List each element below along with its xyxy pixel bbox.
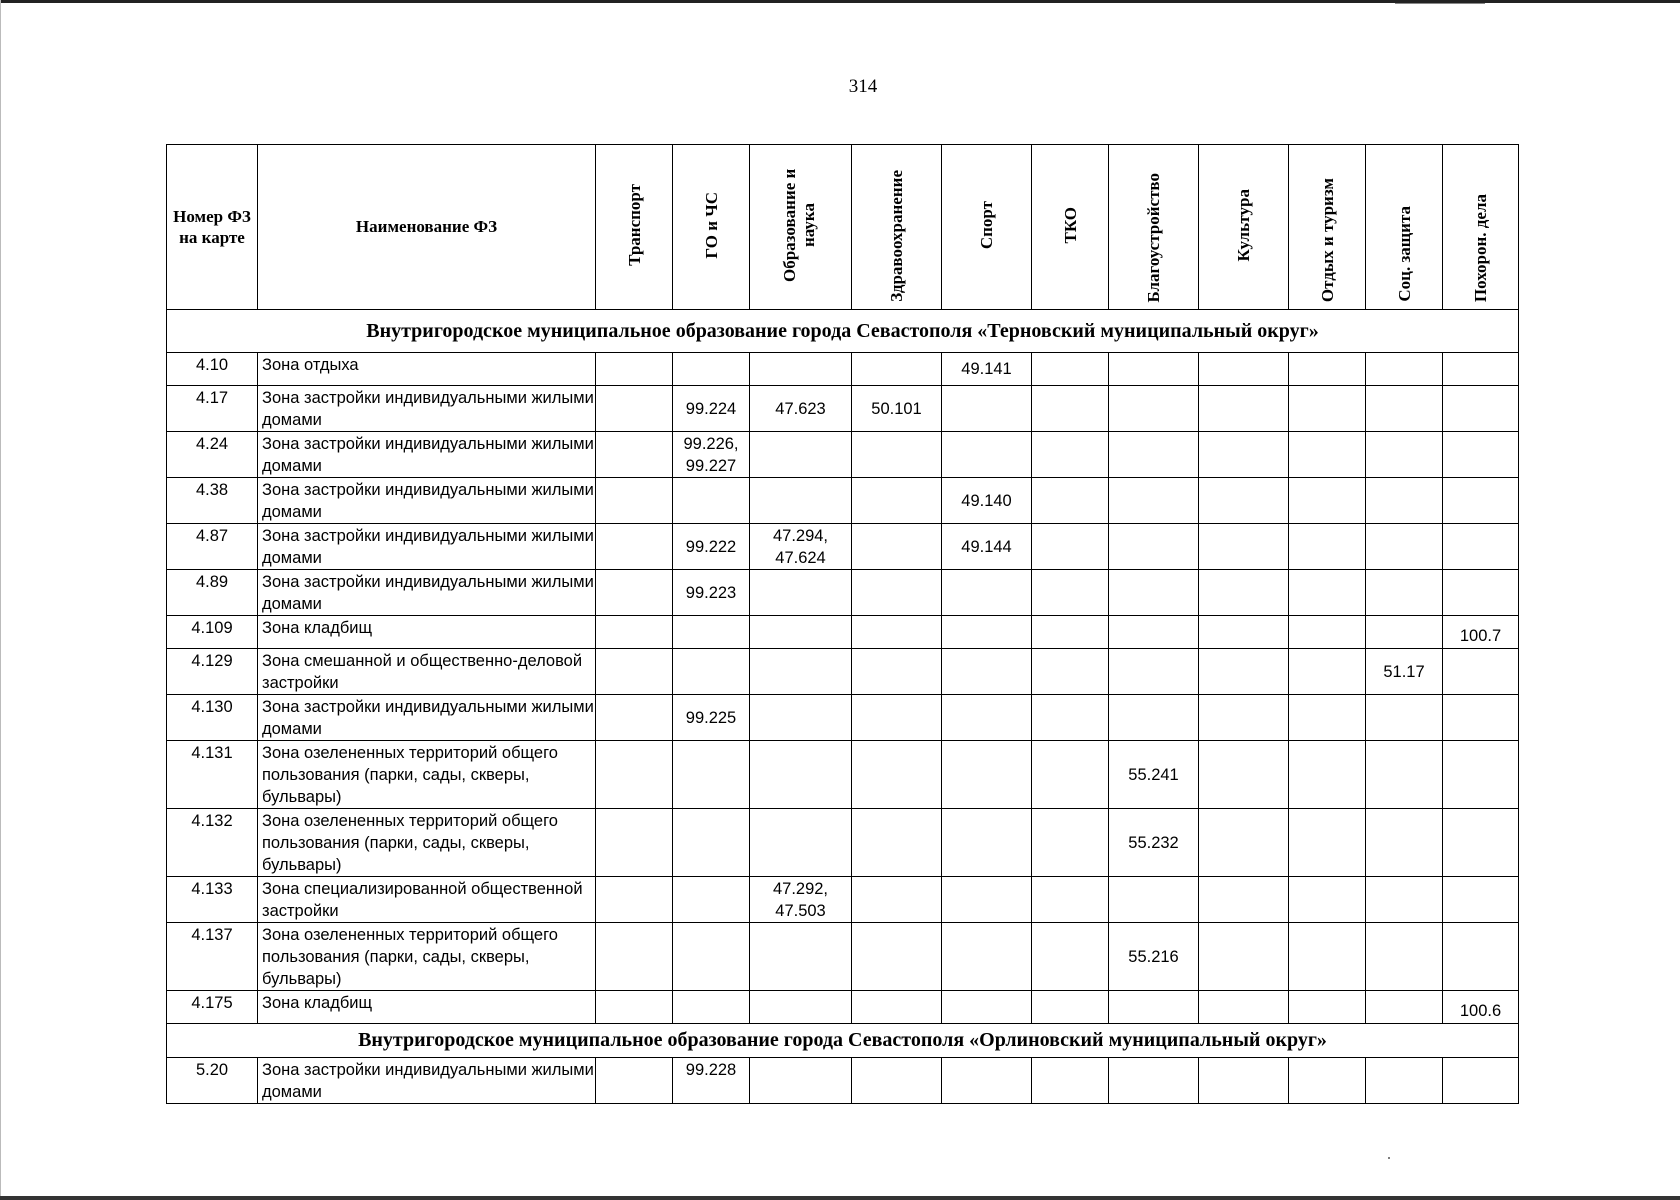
zone-value-cell xyxy=(1289,695,1366,741)
zone-value-cell xyxy=(1289,353,1366,386)
zone-value-cell xyxy=(596,695,673,741)
zone-number: 4.175 xyxy=(167,991,258,1024)
header-leisure-label: Отдых и туризм xyxy=(1317,177,1337,302)
zone-number: 4.109 xyxy=(167,616,258,649)
zone-value-cell xyxy=(596,923,673,991)
header-transport xyxy=(596,145,673,310)
table-row xyxy=(167,1058,1519,1104)
table-row xyxy=(167,695,1519,741)
zone-value-cell xyxy=(1366,432,1443,478)
zone-value-cell xyxy=(596,570,673,616)
zone-value-cell xyxy=(673,877,750,923)
zone-value-cell xyxy=(942,1058,1032,1104)
table-row xyxy=(167,478,1519,524)
table-row xyxy=(167,923,1519,991)
zone-value-cell xyxy=(1032,570,1109,616)
zone-value-cell xyxy=(673,809,750,877)
zone-value-cell xyxy=(1366,386,1443,432)
header-number: Номер ФЗ на карте xyxy=(167,145,258,310)
zone-value-cell xyxy=(852,809,942,877)
zones-table xyxy=(166,144,1519,1104)
zone-value-cell: 47.294, 47.624 xyxy=(750,524,852,570)
zone-value-cell xyxy=(750,991,852,1024)
table-row xyxy=(167,809,1519,877)
scan-speck xyxy=(1388,1157,1390,1159)
zone-value-cell xyxy=(1109,570,1199,616)
zone-name: Зона кладбищ xyxy=(258,616,596,649)
zone-value-cell xyxy=(750,478,852,524)
header-culture xyxy=(1199,145,1289,310)
zone-value-cell xyxy=(852,877,942,923)
zone-value-cell xyxy=(1289,478,1366,524)
zone-value-cell xyxy=(942,570,1032,616)
zone-value-cell xyxy=(1443,353,1519,386)
zone-value-cell xyxy=(1199,1058,1289,1104)
zone-value-cell xyxy=(673,616,750,649)
zone-value-cell: 49.140 xyxy=(942,478,1032,524)
zone-value-cell xyxy=(596,478,673,524)
zone-value-cell xyxy=(942,432,1032,478)
zone-value-cell xyxy=(1199,923,1289,991)
zone-value-cell xyxy=(942,741,1032,809)
zone-value-cell xyxy=(596,1058,673,1104)
table-row xyxy=(167,991,1519,1024)
zone-value-cell: 47.292, 47.503 xyxy=(750,877,852,923)
zone-value-cell: 100.6 xyxy=(1443,991,1519,1024)
zone-value-cell xyxy=(673,649,750,695)
zone-number: 4.24 xyxy=(167,432,258,478)
zone-value-cell xyxy=(1443,432,1519,478)
zone-value-cell xyxy=(852,991,942,1024)
zone-value-cell xyxy=(596,877,673,923)
zone-value-cell xyxy=(1443,695,1519,741)
zone-value-cell xyxy=(596,741,673,809)
zone-value-cell xyxy=(1109,353,1199,386)
zone-value-cell xyxy=(750,695,852,741)
zone-number: 4.87 xyxy=(167,524,258,570)
scan-edge-bottom xyxy=(0,1196,1680,1200)
header-funeral-label: Похорон. дела xyxy=(1471,193,1490,302)
zone-name: Зона застройки индивидуальными жилыми домами xyxy=(258,695,596,741)
zone-number: 4.129 xyxy=(167,649,258,695)
zone-value-cell xyxy=(1032,695,1109,741)
zone-number: 4.17 xyxy=(167,386,258,432)
zone-number: 4.89 xyxy=(167,570,258,616)
zone-value-cell xyxy=(1032,616,1109,649)
zone-value-cell xyxy=(852,923,942,991)
zone-value-cell xyxy=(1109,991,1199,1024)
zone-value-cell xyxy=(1109,616,1199,649)
zone-value-cell xyxy=(1032,478,1109,524)
zone-value-cell xyxy=(596,809,673,877)
zone-number: 4.131 xyxy=(167,741,258,809)
zone-value-cell xyxy=(1199,695,1289,741)
header-education xyxy=(750,145,852,310)
zone-value-cell xyxy=(1289,386,1366,432)
zone-value-cell xyxy=(1366,877,1443,923)
zone-name: Зона застройки индивидуальными жилыми домами xyxy=(258,570,596,616)
zone-value-cell xyxy=(852,353,942,386)
zone-value-cell xyxy=(673,353,750,386)
zone-value-cell xyxy=(1199,570,1289,616)
zone-value-cell xyxy=(852,570,942,616)
zone-number: 5.20 xyxy=(167,1058,258,1104)
scan-edge-left xyxy=(0,0,1,1200)
zone-name: Зона застройки индивидуальными жилыми домами xyxy=(258,478,596,524)
zone-value-cell xyxy=(1289,649,1366,695)
zone-value-cell xyxy=(1366,991,1443,1024)
zone-value-cell xyxy=(1289,809,1366,877)
zone-value-cell xyxy=(750,741,852,809)
zone-name: Зона отдыха xyxy=(258,353,596,386)
zone-value-cell: 99.224 xyxy=(673,386,750,432)
zone-value-cell xyxy=(942,616,1032,649)
zone-value-cell xyxy=(1443,649,1519,695)
zone-value-cell xyxy=(852,616,942,649)
zone-value-cell xyxy=(1109,524,1199,570)
zone-number: 4.38 xyxy=(167,478,258,524)
header-leisure xyxy=(1289,145,1366,310)
zone-value-cell xyxy=(1366,809,1443,877)
zone-value-cell xyxy=(942,991,1032,1024)
zone-value-cell xyxy=(596,616,673,649)
zone-value-cell xyxy=(1443,877,1519,923)
zone-value-cell xyxy=(1109,432,1199,478)
table-row xyxy=(167,524,1519,570)
zone-value-cell xyxy=(852,695,942,741)
header-education-label: Образование и наука xyxy=(779,168,818,282)
zone-value-cell: 99.223 xyxy=(673,570,750,616)
table-row xyxy=(167,877,1519,923)
zone-value-cell xyxy=(852,524,942,570)
zone-value-cell xyxy=(1032,524,1109,570)
zone-value-cell xyxy=(1289,741,1366,809)
zone-value-cell: 99.226, 99.227 xyxy=(673,432,750,478)
zone-value-cell xyxy=(1032,923,1109,991)
zone-value-cell xyxy=(1032,809,1109,877)
zone-name: Зона застройки индивидуальными жилыми домами xyxy=(258,432,596,478)
zone-value-cell: 51.17 xyxy=(1366,649,1443,695)
page-number: 314 xyxy=(848,76,878,97)
zone-name: Зона озелененных территорий общего пользования (парки, сады, скверы, бульвары) xyxy=(258,809,596,877)
zone-value-cell xyxy=(1289,923,1366,991)
zone-value-cell xyxy=(1366,353,1443,386)
zone-value-cell xyxy=(673,741,750,809)
header-health xyxy=(852,145,942,310)
header-tko-label: ТКО xyxy=(1060,206,1080,244)
zone-value-cell xyxy=(1366,1058,1443,1104)
zone-value-cell xyxy=(1289,616,1366,649)
zone-value-cell xyxy=(1366,616,1443,649)
zone-value-cell xyxy=(750,432,852,478)
zone-number: 4.137 xyxy=(167,923,258,991)
zone-value-cell: 55.232 xyxy=(1109,809,1199,877)
zone-value-cell xyxy=(852,478,942,524)
zone-value-cell xyxy=(1443,386,1519,432)
header-sport-label: Спорт xyxy=(977,200,996,250)
header-go-chs-label: ГО и ЧС xyxy=(701,191,721,259)
zone-value-cell xyxy=(1199,353,1289,386)
header-tko xyxy=(1032,145,1109,310)
zone-value-cell xyxy=(1109,877,1199,923)
table-row xyxy=(167,353,1519,386)
zone-name: Зона застройки индивидуальными жилыми домами xyxy=(258,386,596,432)
zone-name: Зона застройки индивидуальными жилыми домами xyxy=(258,524,596,570)
header-improvement xyxy=(1109,145,1199,310)
zone-value-cell: 100.7 xyxy=(1443,616,1519,649)
zone-value-cell: 49.144 xyxy=(942,524,1032,570)
zone-value-cell xyxy=(1032,353,1109,386)
zone-value-cell xyxy=(1366,923,1443,991)
zone-value-cell xyxy=(1289,1058,1366,1104)
zone-name: Зона специализированной общественной застройки xyxy=(258,877,596,923)
zone-value-cell xyxy=(1443,741,1519,809)
zone-value-cell: 99.225 xyxy=(673,695,750,741)
header-health-label: Здравоохранение xyxy=(887,170,906,302)
zone-value-cell xyxy=(1289,432,1366,478)
header-transport-label: Транспорт xyxy=(624,184,644,266)
zone-value-cell: 99.228 xyxy=(673,1058,750,1104)
zone-value-cell xyxy=(596,649,673,695)
zone-number: 4.130 xyxy=(167,695,258,741)
zone-value-cell xyxy=(1109,695,1199,741)
zone-value-cell xyxy=(942,695,1032,741)
zone-value-cell: 50.101 xyxy=(852,386,942,432)
zone-value-cell xyxy=(750,923,852,991)
zone-name: Зона смешанной и общественно-деловой застройки xyxy=(258,649,596,695)
zone-value-cell xyxy=(1199,432,1289,478)
zone-value-cell xyxy=(852,1058,942,1104)
header-funeral xyxy=(1443,145,1519,310)
zone-value-cell xyxy=(1032,649,1109,695)
zone-name: Зона кладбищ xyxy=(258,991,596,1024)
zone-value-cell xyxy=(596,991,673,1024)
zone-value-cell xyxy=(596,432,673,478)
header-go-chs xyxy=(673,145,750,310)
zone-name: Зона озелененных территорий общего пользования (парки, сады, скверы, бульвары) xyxy=(258,741,596,809)
zone-value-cell xyxy=(1289,877,1366,923)
table-row xyxy=(167,741,1519,809)
section-title: Внутригородское муниципальное образование города Севастополя «Орлиновский муниципальный округ» xyxy=(167,1024,1519,1058)
zone-value-cell xyxy=(1199,877,1289,923)
header-sport xyxy=(942,145,1032,310)
zone-value-cell xyxy=(673,478,750,524)
zone-value-cell xyxy=(1366,524,1443,570)
table-row xyxy=(167,386,1519,432)
zone-value-cell xyxy=(673,923,750,991)
header-social xyxy=(1366,145,1443,310)
zone-value-cell xyxy=(1443,809,1519,877)
zone-value-cell xyxy=(596,524,673,570)
zone-value-cell xyxy=(852,649,942,695)
zone-value-cell xyxy=(1199,478,1289,524)
zone-value-cell xyxy=(852,741,942,809)
zone-value-cell xyxy=(1199,649,1289,695)
zone-value-cell xyxy=(750,353,852,386)
zone-value-cell xyxy=(1032,1058,1109,1104)
zone-value-cell xyxy=(1289,570,1366,616)
zone-value-cell xyxy=(1032,386,1109,432)
zone-value-cell xyxy=(1289,991,1366,1024)
section-title: Внутригородское муниципальное образование города Севастополя «Терновский муниципальный округ» xyxy=(167,310,1519,353)
header-name: Наименование ФЗ xyxy=(258,145,596,310)
zone-value-cell: 49.141 xyxy=(942,353,1032,386)
table-body xyxy=(167,310,1519,1104)
zone-name: Зона озелененных территорий общего пользования (парки, сады, скверы, бульвары) xyxy=(258,923,596,991)
zone-value-cell xyxy=(750,570,852,616)
zone-value-cell xyxy=(942,809,1032,877)
zone-value-cell xyxy=(1199,524,1289,570)
zone-value-cell xyxy=(942,923,1032,991)
zone-value-cell: 47.623 xyxy=(750,386,852,432)
zone-value-cell: 99.222 xyxy=(673,524,750,570)
zone-value-cell xyxy=(1199,616,1289,649)
zone-value-cell xyxy=(1032,741,1109,809)
zone-value-cell xyxy=(1032,991,1109,1024)
zone-value-cell xyxy=(596,353,673,386)
zone-value-cell xyxy=(1199,991,1289,1024)
zone-value-cell xyxy=(942,386,1032,432)
zone-number: 4.133 xyxy=(167,877,258,923)
zone-value-cell xyxy=(1443,524,1519,570)
zone-name: Зона застройки индивидуальными жилыми домами xyxy=(258,1058,596,1104)
zone-value-cell xyxy=(1199,741,1289,809)
zone-value-cell xyxy=(1366,695,1443,741)
zone-value-cell xyxy=(1199,809,1289,877)
zone-value-cell xyxy=(1109,1058,1199,1104)
zone-value-cell xyxy=(1366,570,1443,616)
zone-value-cell xyxy=(1366,741,1443,809)
zone-value-cell xyxy=(596,386,673,432)
table-row xyxy=(167,649,1519,695)
zone-value-cell xyxy=(942,649,1032,695)
zone-value-cell xyxy=(1199,386,1289,432)
zone-value-cell xyxy=(1443,478,1519,524)
table-row xyxy=(167,432,1519,478)
zone-value-cell xyxy=(750,1058,852,1104)
zone-value-cell xyxy=(1032,432,1109,478)
zone-value-cell xyxy=(750,616,852,649)
zone-value-cell xyxy=(1032,877,1109,923)
zone-value-cell xyxy=(750,809,852,877)
zone-value-cell: 55.241 xyxy=(1109,741,1199,809)
zone-value-cell xyxy=(1109,478,1199,524)
zone-value-cell xyxy=(1443,1058,1519,1104)
header-row xyxy=(167,145,1519,310)
zone-value-cell xyxy=(673,991,750,1024)
zone-number: 4.132 xyxy=(167,809,258,877)
header-culture-label: Культура xyxy=(1234,188,1253,262)
zone-value-cell: 55.216 xyxy=(1109,923,1199,991)
section-header xyxy=(167,1024,1519,1058)
zone-value-cell xyxy=(1443,923,1519,991)
zone-value-cell xyxy=(1109,386,1199,432)
header-improvement-label: Благоустройство xyxy=(1144,172,1163,302)
zone-value-cell xyxy=(1109,649,1199,695)
zone-value-cell xyxy=(1289,524,1366,570)
zone-value-cell xyxy=(852,432,942,478)
zone-value-cell xyxy=(750,649,852,695)
zone-value-cell xyxy=(942,877,1032,923)
scan-edge-mark xyxy=(1395,3,1485,4)
zone-number: 4.10 xyxy=(167,353,258,386)
section-header xyxy=(167,310,1519,353)
table-row xyxy=(167,616,1519,649)
zone-value-cell xyxy=(1366,478,1443,524)
header-social-label: Соц. защита xyxy=(1394,206,1414,302)
table-row xyxy=(167,570,1519,616)
zone-value-cell xyxy=(1443,570,1519,616)
